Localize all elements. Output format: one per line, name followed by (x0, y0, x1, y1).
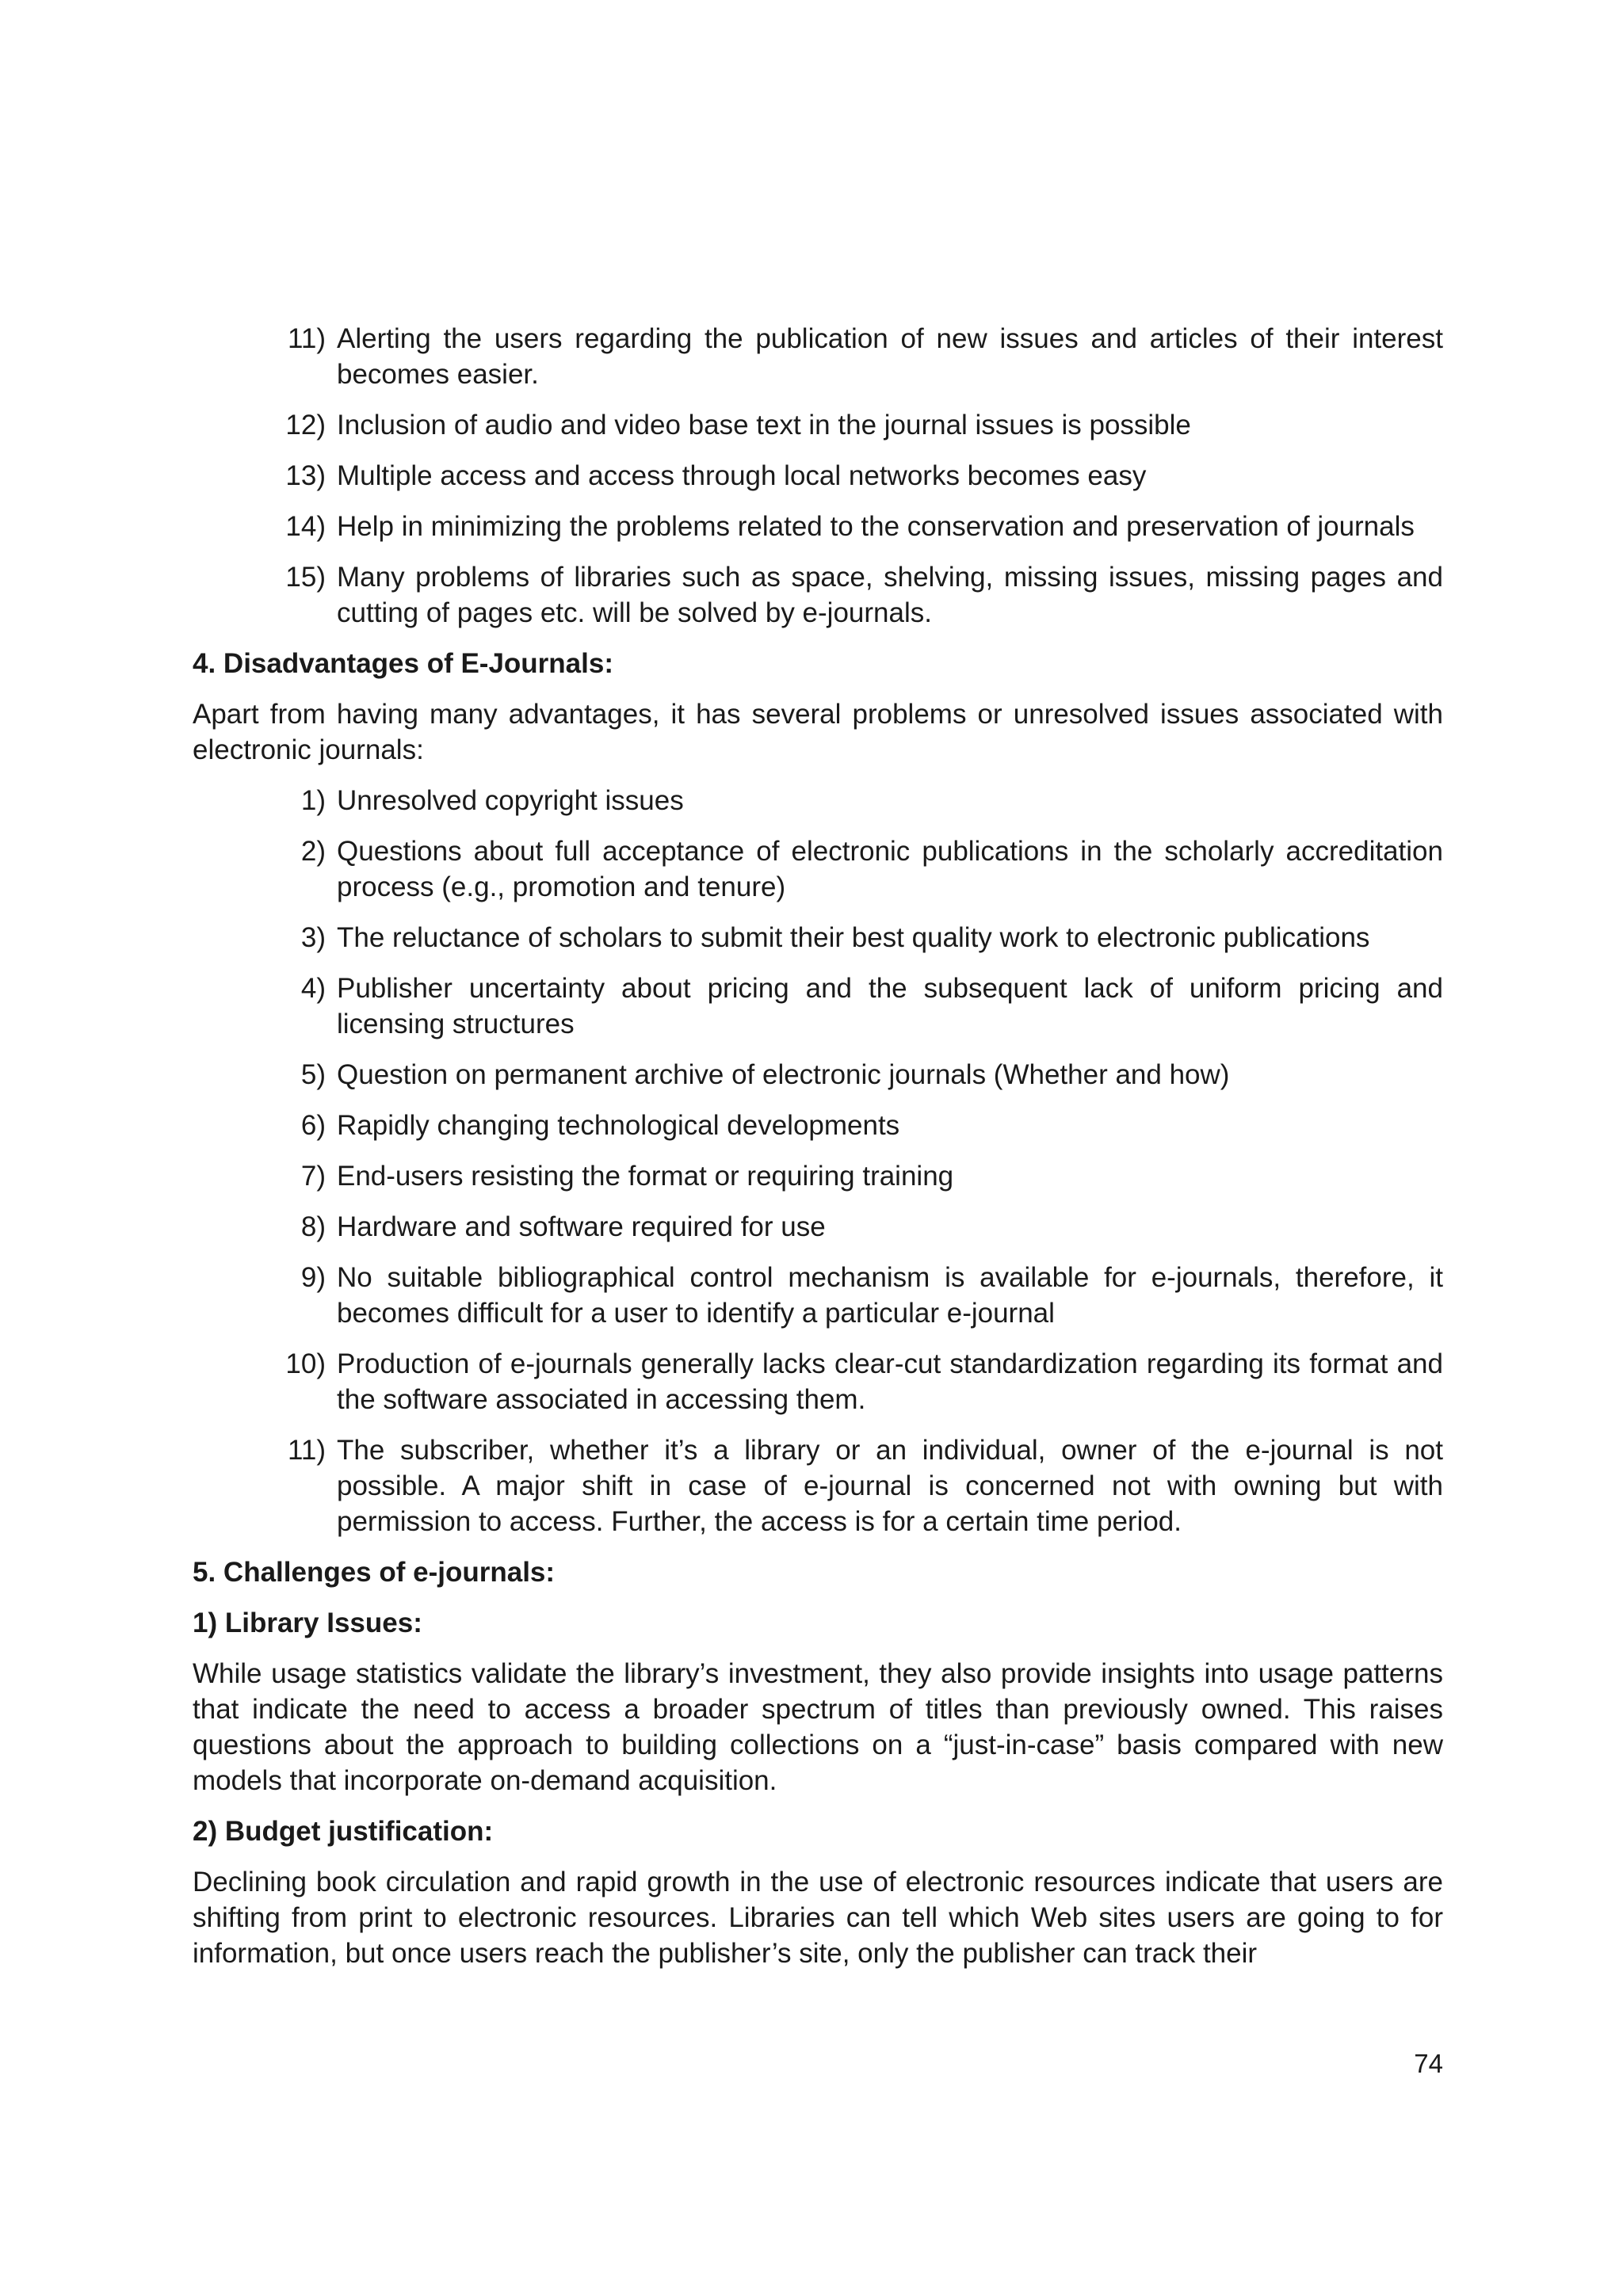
list-item-number: 11) (288, 1435, 326, 1466)
list-item (193, 321, 1443, 392)
disadvantages-list (193, 783, 1443, 1539)
list-item-text: Multiple access and access through local networks becomes easy (337, 460, 1147, 491)
list-item-text: Questions about full acceptance of electronic publications in the scholarly accreditation process (e.g., promotion and tenure) (337, 836, 1443, 902)
list-item (193, 920, 1443, 955)
challenges-heading: 5. Challenges of e-journals: (193, 1557, 556, 1588)
list-item-number: 11) (288, 323, 326, 354)
list-item-text: Rapidly changing technological developments (337, 1110, 900, 1141)
list-item-text: Help in minimizing the problems related to the conservation and preservation of journals (337, 511, 1415, 542)
document-page (193, 321, 1443, 1986)
disadvantages-intro: Apart from having many advantages, it has several problems or unresolved issues associated with electronic journals: (193, 699, 1443, 765)
advantages-list-continued (193, 321, 1443, 631)
list-item-number: 5) (300, 1059, 326, 1090)
list-item-text: Many problems of libraries such as space, shelving, missing issues, missing pages and cutting of pages etc. will be solved by e-journals. (337, 562, 1443, 628)
list-item-number: 3) (300, 922, 326, 953)
list-item-number: 15) (285, 562, 326, 593)
list-item-text: Unresolved copyright issues (337, 785, 684, 816)
list-item-text: Question on permanent archive of electronic journals (Whether and how) (337, 1059, 1230, 1090)
list-item-number: 9) (300, 1262, 326, 1293)
list-item-text: Hardware and software required for use (337, 1211, 826, 1242)
list-item (193, 1346, 1443, 1417)
list-item (193, 407, 1443, 443)
list-item-number: 13) (285, 460, 326, 491)
list-item-number: 8) (300, 1211, 326, 1242)
list-item (193, 1108, 1443, 1143)
list-item (193, 783, 1443, 818)
list-item (193, 1209, 1443, 1245)
list-item (193, 509, 1443, 544)
list-item (193, 1260, 1443, 1331)
list-item (193, 458, 1443, 494)
list-item (193, 1432, 1443, 1539)
budget-justification-paragraph: Declining book circulation and rapid growth in the use of electronic resources indicate that users are shifting from print to electronic resources. Libraries can tell which Web sites users are going to for information, but once users reach the publisher’s site, only the publisher can track their (193, 1867, 1443, 1969)
list-item-number: 2) (300, 836, 326, 867)
list-item-text: Inclusion of audio and video base text in the journal issues is possible (337, 410, 1191, 441)
list-item-number: 14) (285, 511, 326, 542)
list-item-number: 4) (300, 973, 326, 1004)
list-item (193, 1158, 1443, 1194)
page-number: 74 (1414, 2049, 1443, 2078)
list-item-text: Alerting the users regarding the publication of new issues and articles of their interest becomes easier. (337, 323, 1443, 390)
list-item (193, 833, 1443, 905)
list-item-number: 6) (300, 1110, 326, 1141)
list-item-text: The reluctance of scholars to submit their best quality work to electronic publications (337, 922, 1370, 953)
list-item-text: End-users resisting the format or requiring training (337, 1161, 954, 1192)
list-item-number: 12) (285, 410, 326, 441)
list-item-text: The subscriber, whether it’s a library or an individual, owner of the e-journal is not possible. A major shift in case of e-journal is concerned not with owning but with permission to access. Further, the access is for a certain time period. (337, 1435, 1443, 1537)
budget-justification-heading: 2) Budget justification: (193, 1816, 494, 1847)
list-item-text: Publisher uncertainty about pricing and the subsequent lack of uniform pricing and licensing structures (337, 973, 1443, 1039)
list-item (193, 559, 1443, 631)
list-item-number: 7) (300, 1161, 326, 1192)
list-item (193, 1057, 1443, 1093)
library-issues-paragraph: While usage statistics validate the library’s investment, they also provide insights into usage patterns that indicate the need to access a broader spectrum of titles than previously owned. This raises questions about the approach to building collections on a “just-in-case” basis compared with new models that incorporate on-demand acquisition. (193, 1658, 1443, 1796)
disadvantages-heading: 4. Disadvantages of E-Journals: (193, 648, 613, 679)
library-issues-heading: 1) Library Issues: (193, 1608, 422, 1638)
list-item-number: 1) (300, 785, 326, 816)
list-item-number: 10) (285, 1348, 326, 1379)
list-item-text: No suitable bibliographical control mechanism is available for e-journals, therefore, it becomes difficult for a user to identify a particular e-journal (337, 1262, 1443, 1329)
list-item (193, 971, 1443, 1042)
list-item-text: Production of e-journals generally lacks clear-cut standardization regarding its format and the software associated in accessing them. (337, 1348, 1443, 1415)
